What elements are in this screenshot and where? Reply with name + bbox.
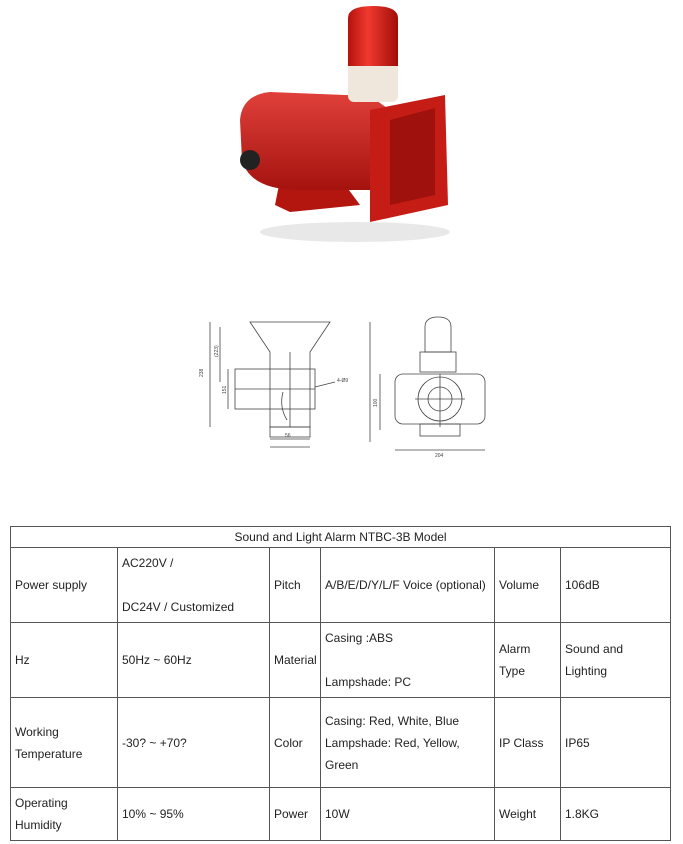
table-cell [11,788,118,841]
table-cell [118,548,270,623]
table-cell: Material [270,623,321,698]
table-title: Sound and Light Alarm NTBC-3B Model [11,527,671,548]
table-cell: 1.8KG [561,788,671,841]
table-cell: 10% ~ 95% [118,788,270,841]
cell-line: Type [499,664,526,678]
cell-line: AC220V / [122,556,174,570]
table-row [11,623,671,698]
table-cell [561,623,671,698]
table-cell [495,623,561,698]
table-cell: 50Hz ~ 60Hz [118,623,270,698]
cell-line: Humidity [15,818,62,832]
table-cell: A/B/E/D/Y/L/F Voice (optional) [321,548,495,623]
dim-151: 151 [222,385,228,394]
table-cell [321,623,495,698]
table-cell: Weight [495,788,561,841]
product-photo [220,0,460,250]
table-cell: Hz [11,623,118,698]
table-row [11,698,671,788]
cell-line: Temperature [15,746,83,761]
dim-holes: 4-Ø9 [337,378,349,384]
cell-line: DC24V / Customized [122,600,235,614]
table-cell: IP Class [495,698,561,788]
dim-223: (223) [214,345,220,357]
cell-line: Operating [15,796,68,810]
dim-56: 56 [285,433,291,439]
table-cell: 106dB [561,548,671,623]
cell-line: Alarm [499,642,531,656]
table-row [11,548,671,623]
cell-line: Lighting [565,664,608,678]
table-cell: Volume [495,548,561,623]
dim-238: 238 [199,368,205,377]
cell-line: Casing: Red, White, Blue [325,713,460,728]
table-cell [11,698,118,788]
table-cell: Power [270,788,321,841]
cell-line: Working [15,724,59,739]
cell-line: Lampshade: PC [325,675,412,689]
spec-table [10,526,671,841]
table-cell: 10W [321,788,495,841]
table-cell: Color [270,698,321,788]
table-cell: -30? ~ +70? [118,698,270,788]
table-cell: Power supply [11,548,118,623]
dim-204: 204 [435,453,444,459]
dim-100: 100 [373,398,379,407]
cell-line: Lampshade: Red, Yellow, [325,735,460,750]
table-row [11,788,671,841]
cell-line: Green [325,757,359,772]
technical-drawing [195,312,505,462]
cell-line: Sound and [565,642,624,656]
table-cell [321,698,495,788]
table-cell: IP65 [561,698,671,788]
table-cell: Pitch [270,548,321,623]
cell-line: Casing :ABS [325,631,394,645]
table-title-row [11,527,671,548]
